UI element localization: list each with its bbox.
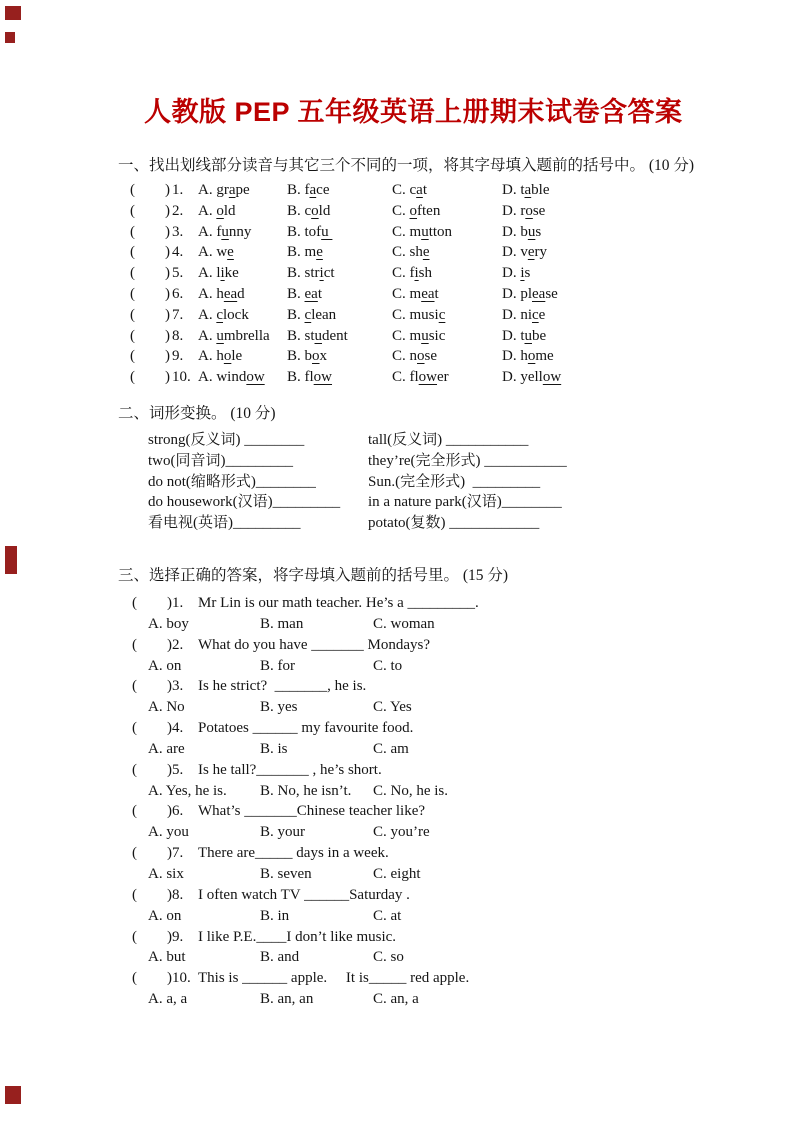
item-number: 1. — [172, 595, 184, 611]
text-run: B. c — [287, 202, 312, 219]
option-B — [287, 367, 392, 388]
underlined-letters: u — [314, 327, 323, 344]
text-run: C. sh — [392, 244, 423, 261]
answer-bracket: ( ) — [130, 244, 170, 261]
section-pronunciation — [118, 155, 778, 388]
text-run: B. m — [287, 244, 317, 261]
option-A: A. six — [148, 865, 184, 882]
question-text: Is he strict? _______, he is. — [198, 678, 367, 695]
question-text: Mr Lin is our math teacher. He’s a _________. — [198, 595, 479, 611]
choice-question-line — [132, 760, 778, 781]
choice-question-line — [132, 968, 778, 989]
option-B — [287, 305, 392, 326]
option-D — [502, 180, 778, 201]
pronunciation-item — [130, 326, 778, 347]
option-B — [287, 242, 392, 263]
item-number: 6. — [172, 285, 184, 302]
text-run: se — [545, 285, 558, 302]
answer-bracket: ( ) — [132, 678, 172, 695]
answer-bracket: ( ) — [130, 223, 170, 240]
text-run: ld — [223, 202, 236, 219]
underlined-letters: c — [216, 306, 224, 323]
text-run: A. w — [198, 244, 228, 261]
option-C: C. woman — [373, 615, 435, 632]
option-C — [392, 201, 502, 222]
text-run: C. f — [392, 265, 415, 282]
item-number: 7. — [172, 306, 184, 323]
answer-bracket: ( ) — [132, 803, 172, 820]
pronunciation-item — [130, 346, 778, 367]
underlined-letters: u — [321, 223, 333, 240]
option-B: B. for — [260, 657, 295, 674]
choice-options-line — [148, 781, 778, 802]
answer-bracket: ( ) — [132, 720, 172, 737]
option-A: A. No — [148, 699, 185, 716]
underlined-letters: ea — [223, 285, 238, 302]
choice-question-line — [132, 593, 778, 614]
question-text: Potatoes ______ my favourite food. — [198, 720, 414, 737]
option-C: C. so — [373, 949, 404, 966]
item-number: 10. — [172, 970, 191, 987]
word-transform-right: they’re(完全形式) ___________ — [368, 452, 567, 469]
text-run: se — [532, 202, 546, 219]
text-run: B. f — [287, 182, 310, 198]
text-run: A. wind — [198, 369, 247, 386]
item-number: 9. — [172, 928, 184, 945]
word-transform-right: Sun.(完全形式) _________ — [368, 473, 541, 490]
text-run: C. m — [392, 223, 422, 240]
question-text: I often watch TV ______Saturday . — [198, 886, 410, 903]
section2-heading: 二、词形变换。 (10 分) — [118, 405, 276, 422]
word-transform-right: potato(复数) ____________ — [368, 515, 540, 532]
page-title: 人教版 PEP 五年级英语上册期末试卷含答案 — [144, 97, 683, 127]
text-run: ry — [534, 244, 548, 261]
item-number: 4. — [172, 720, 184, 737]
text-run: A. l — [198, 265, 221, 282]
text-run: e — [538, 306, 546, 323]
underlined-letters: i — [414, 265, 419, 282]
section-word-transform — [118, 403, 778, 534]
option-B — [287, 326, 392, 347]
choice-options-line — [148, 864, 778, 885]
text-run: se — [424, 348, 438, 365]
word-transform-left: 看电视(英语)_________ — [148, 515, 301, 532]
text-run: C. — [392, 202, 410, 219]
text-run: ct — [323, 265, 335, 282]
text-run: t — [434, 285, 439, 302]
answer-bracket: ( ) — [130, 306, 170, 323]
section-multiple-choice — [118, 565, 778, 1010]
option-C: C. Yes — [373, 699, 412, 716]
option-C: C. at — [373, 907, 402, 924]
option-B: B. yes — [260, 699, 298, 716]
choice-options-line — [148, 906, 778, 927]
item-number: 1. — [172, 182, 184, 198]
option-A: A. but — [148, 949, 186, 966]
text-run: t — [317, 285, 323, 302]
answer-bracket: ( ) — [132, 886, 172, 903]
option-B: B. in — [260, 907, 290, 924]
item-number: 7. — [172, 845, 184, 862]
underlined-letters: a — [416, 182, 423, 198]
answer-bracket: ( ) — [130, 327, 170, 344]
answer-bracket: ( ) — [130, 348, 170, 365]
choice-question-line — [132, 885, 778, 906]
underlined-letters: c — [438, 306, 446, 323]
text-run: A. f — [198, 223, 222, 240]
option-A — [198, 242, 287, 263]
red-registration-mark — [5, 32, 15, 43]
red-registration-mark — [5, 1086, 21, 1104]
text-run: s — [524, 265, 531, 282]
section2-rows — [148, 430, 778, 534]
underlined-letters: i — [220, 265, 225, 282]
text-run: C. musi — [392, 306, 439, 323]
answer-bracket: ( ) — [132, 636, 172, 653]
pronunciation-item — [130, 284, 778, 305]
red-registration-mark — [5, 546, 17, 574]
item-number: 3. — [172, 678, 184, 695]
underlined-letters: ea — [532, 285, 546, 302]
text-run: mbrella — [223, 327, 270, 344]
text-run: D. yell — [502, 369, 543, 386]
choice-question-line — [132, 635, 778, 656]
option-D — [502, 326, 778, 347]
text-run: ble — [531, 182, 550, 198]
text-run: me — [535, 348, 554, 365]
underlined-letters: c — [304, 306, 312, 323]
word-transform-row — [148, 513, 778, 534]
choice-question-line — [132, 801, 778, 822]
underlined-letters: o — [417, 348, 425, 365]
text-run: D. b — [502, 223, 528, 240]
underlined-letters: e — [227, 244, 234, 261]
option-C: C. to — [373, 657, 403, 674]
underlined-letters: u — [527, 223, 536, 240]
word-transform-left: do not(缩略形式)________ — [148, 473, 316, 490]
text-run: D. — [502, 265, 521, 282]
option-C: C. you’re — [373, 824, 430, 841]
option-A — [198, 284, 287, 305]
text-run: lean — [311, 306, 337, 323]
underlined-letters: a — [524, 182, 532, 198]
choice-question-line — [132, 927, 778, 948]
answer-bracket: ( ) — [132, 761, 172, 778]
text-run: A. h — [198, 348, 224, 365]
option-C: C. eight — [373, 865, 421, 882]
section3-heading: 三、选择正确的答案，将字母填入题前的括号里。 (15 分) — [118, 567, 509, 584]
word-transform-row — [148, 492, 778, 513]
option-C: C. am — [373, 740, 409, 757]
option-D — [502, 263, 778, 284]
text-run: A. — [198, 306, 217, 323]
underlined-letters: o — [216, 202, 224, 219]
choice-options-line — [148, 656, 778, 677]
text-run: C. c — [392, 182, 417, 198]
underlined-letters: ea — [304, 285, 318, 302]
text-run: A. — [198, 327, 217, 344]
option-D — [502, 346, 778, 367]
word-transform-row — [148, 430, 778, 451]
option-B — [287, 222, 392, 243]
text-run: tton — [428, 223, 453, 240]
text-run: B. tof — [287, 223, 322, 240]
choice-options-line — [148, 614, 778, 635]
option-D — [502, 284, 778, 305]
underlined-letters: u — [524, 327, 532, 344]
text-run: A. — [198, 202, 217, 219]
text-run: pe — [235, 182, 250, 198]
option-C — [392, 284, 502, 305]
option-C — [392, 326, 502, 347]
item-number: 10. — [172, 369, 191, 386]
word-transform-row — [148, 451, 778, 472]
red-registration-mark — [5, 6, 21, 20]
text-run: B. str — [287, 265, 320, 282]
underlined-letters: o — [223, 348, 232, 365]
option-D — [502, 305, 778, 326]
option-A: A. on — [148, 907, 182, 924]
item-number: 5. — [172, 265, 184, 282]
underlined-letters: u — [421, 223, 429, 240]
option-A: A. are — [148, 740, 185, 757]
text-run: D. h — [502, 348, 528, 365]
section3-rows — [118, 593, 778, 1010]
pronunciation-item — [130, 201, 778, 222]
option-B — [287, 263, 392, 284]
option-B: B. is — [260, 740, 288, 757]
option-D — [502, 222, 778, 243]
item-number: 3. — [172, 223, 184, 240]
pronunciation-item — [130, 367, 778, 388]
option-B — [287, 346, 392, 367]
text-run: sh — [418, 265, 433, 282]
underlined-letters: a — [309, 182, 317, 198]
option-C — [392, 263, 502, 284]
choice-options-line — [148, 739, 778, 760]
pronunciation-item — [130, 263, 778, 284]
underlined-letters: ow — [313, 369, 333, 386]
option-C: C. No, he is. — [373, 782, 448, 799]
question-text: Is he tall?_______ , he’s short. — [198, 761, 382, 778]
option-A — [198, 326, 287, 347]
option-A — [198, 305, 287, 326]
text-run: B. — [287, 306, 305, 323]
text-run: B. st — [287, 327, 315, 344]
answer-bracket: ( ) — [132, 970, 172, 987]
text-run: A. h — [198, 285, 224, 302]
text-run: x — [319, 348, 328, 365]
choice-options-line — [148, 989, 778, 1010]
question-text: This is ______ apple. It is_____ red apple. — [198, 970, 470, 987]
option-A: A. you — [148, 824, 189, 841]
option-C — [392, 305, 502, 326]
answer-bracket: ( ) — [132, 845, 172, 862]
pronunciation-item — [130, 305, 778, 326]
option-B: B. your — [260, 824, 305, 841]
underlined-letters: ow — [246, 369, 265, 386]
answer-bracket: ( ) — [130, 265, 170, 282]
question-text: What do you have _______ Mondays? — [198, 636, 431, 653]
word-transform-left: two(同音词)_________ — [148, 452, 293, 469]
item-number: 9. — [172, 348, 184, 365]
question-text: I like P.E.____I don’t like music. — [198, 928, 397, 945]
text-run: sic — [428, 327, 446, 344]
option-C — [392, 180, 502, 201]
text-run: C. n — [392, 348, 418, 365]
text-run: C. m — [392, 327, 422, 344]
section1-rows — [130, 180, 778, 388]
item-number: 2. — [172, 636, 184, 653]
option-B — [287, 201, 392, 222]
underlined-letters: e — [527, 244, 535, 261]
answer-bracket: ( ) — [130, 182, 170, 198]
option-D — [502, 201, 778, 222]
text-run: dent — [322, 327, 348, 344]
option-A: A. boy — [148, 615, 189, 632]
underlined-letters: e — [422, 244, 430, 261]
option-C — [392, 367, 502, 388]
option-A — [198, 201, 287, 222]
word-transform-left: do housework(汉语)_________ — [148, 494, 341, 511]
item-number: 4. — [172, 244, 184, 261]
text-run: er — [437, 369, 449, 386]
option-B: B. man — [260, 615, 304, 632]
text-run: D. pl — [502, 285, 532, 302]
answer-bracket: ( ) — [132, 928, 172, 945]
text-run: B. — [287, 285, 305, 302]
option-D — [502, 242, 778, 263]
text-run: be — [532, 327, 547, 344]
option-A — [198, 367, 287, 388]
option-C: C. an, a — [373, 991, 419, 1008]
item-number: 5. — [172, 761, 184, 778]
question-text: What’s _______Chinese teacher like? — [198, 803, 426, 820]
text-run: C. m — [392, 285, 422, 302]
text-run: D. r — [502, 202, 526, 219]
underlined-letters: o — [525, 202, 533, 219]
underlined-letters: o — [311, 202, 319, 219]
text-run: B. fl — [287, 369, 314, 386]
underlined-letters: ow — [418, 369, 438, 386]
pronunciation-item — [130, 180, 778, 201]
item-number: 8. — [172, 886, 184, 903]
option-B: B. an, an — [260, 991, 314, 1008]
answer-bracket: ( ) — [130, 285, 170, 302]
underlined-letters: u — [221, 223, 229, 240]
item-number: 8. — [172, 327, 184, 344]
option-C — [392, 346, 502, 367]
option-C — [392, 242, 502, 263]
text-run: ce — [316, 182, 330, 198]
option-A: A. a, a — [148, 991, 188, 1008]
text-run: lock — [223, 306, 249, 323]
option-B: B. and — [260, 949, 300, 966]
underlined-letters: c — [532, 306, 539, 323]
answer-bracket: ( ) — [132, 595, 172, 611]
option-A — [198, 180, 287, 201]
underlined-letters: ea — [421, 285, 435, 302]
option-A: A. Yes, he is. — [148, 782, 227, 799]
word-transform-row — [148, 472, 778, 493]
text-run: D. ni — [502, 306, 532, 323]
word-transform-right: tall(反义词) ___________ — [368, 432, 529, 448]
section1-heading: 一、找出划线部分读音与其它三个不同的一项，将其字母填入题前的括号中。 (10 分) — [118, 157, 695, 174]
text-run: s — [535, 223, 542, 240]
choice-options-line — [148, 822, 778, 843]
text-run: ke — [224, 265, 239, 282]
text-run: t — [422, 182, 428, 198]
option-B — [287, 180, 392, 201]
text-run: ften — [417, 202, 441, 219]
text-run: D. t — [502, 182, 525, 198]
text-run: le — [231, 348, 243, 365]
underlined-letters: o — [312, 348, 320, 365]
answer-bracket: ( ) — [130, 369, 170, 386]
question-text: There are_____ days in a week. — [198, 845, 389, 862]
text-run: nny — [228, 223, 252, 240]
text-run: C. fl — [392, 369, 419, 386]
text-run: D. t — [502, 327, 525, 344]
choice-question-line — [132, 718, 778, 739]
option-C — [392, 222, 502, 243]
option-A — [198, 346, 287, 367]
pronunciation-item — [130, 222, 778, 243]
underlined-letters: u — [421, 327, 429, 344]
word-transform-left: strong(反义词) ________ — [148, 432, 305, 448]
choice-options-line — [148, 947, 778, 968]
option-D — [502, 367, 778, 388]
underlined-letters: i — [520, 265, 525, 282]
option-B: B. seven — [260, 865, 312, 882]
answer-bracket: ( ) — [130, 202, 170, 219]
option-B — [287, 284, 392, 305]
item-number: 6. — [172, 803, 184, 820]
text-run: B. b — [287, 348, 313, 365]
choice-question-line — [132, 843, 778, 864]
text-run: A. gr — [198, 182, 229, 198]
underlined-letters: i — [319, 265, 324, 282]
underlined-letters: o — [527, 348, 536, 365]
underlined-letters: e — [316, 244, 323, 261]
pronunciation-item — [130, 242, 778, 263]
underlined-letters: a — [228, 182, 236, 198]
text-run: ld — [318, 202, 331, 219]
option-A — [198, 263, 287, 284]
word-transform-right: in a nature park(汉语)________ — [368, 494, 562, 511]
option-A: A. on — [148, 657, 182, 674]
text-run: D. v — [502, 244, 528, 261]
underlined-letters: ow — [542, 369, 562, 386]
choice-options-line — [148, 697, 778, 718]
option-A — [198, 222, 287, 243]
text-run: d — [237, 285, 245, 302]
underlined-letters: u — [216, 327, 224, 344]
option-B: B. No, he isn’t. — [260, 782, 352, 799]
underlined-letters: o — [409, 202, 418, 219]
item-number: 2. — [172, 202, 184, 219]
choice-question-line — [132, 676, 778, 697]
